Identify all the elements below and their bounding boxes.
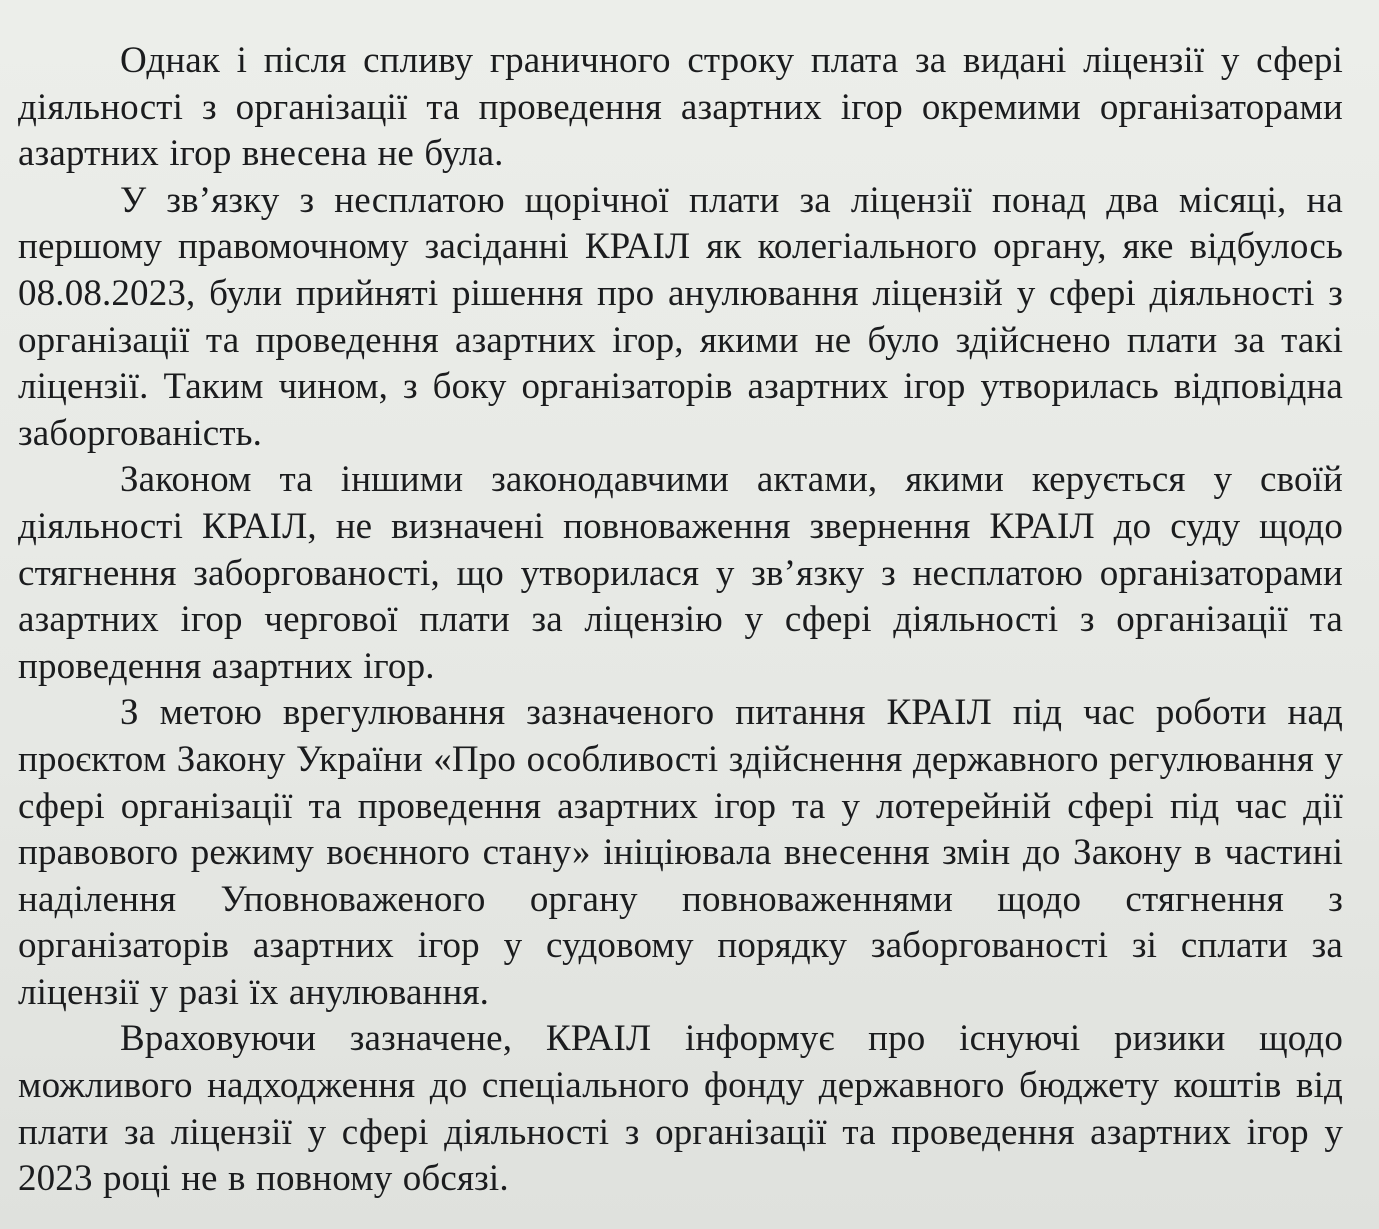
paragraph-unpaid-fees: Однак і після спливу граничного строку плата за видані ліцензії у сфері діяльності з організації та проведення азартних ігор окремими організаторами азартних ігор внесена не була. <box>18 40 1343 175</box>
paragraph-budget-risks: Враховуючи зазначене, КРАІЛ інформує про існуючі ризики щодо можливого надходження до спеціального фонду державного бюджету коштів від плати за ліцензії у сфері діяльності з організації та проведення азартних ігор у 2023 році не в повному обсязі. <box>18 1018 1343 1200</box>
paragraph-license-annulment: У зв’язку з несплатою щорічної плати за ліцензії понад два місяці, на першому правомочному засіданні КРАІЛ як колегіального органу, яке відбулось 08.08.2023, були прийняті рішення про анулювання ліцензій у сфері діяльності з організації та проведення азартних ігор, якими не було здійснено плати за такі ліцензії. Таким чином, з боку організаторів азартних ігор утворилась відповідна заборгованість. <box>18 179 1343 454</box>
paragraph-law-amendment: З метою врегулювання зазначеного питання КРАІЛ під час роботи над проєктом Закону України «Про особливості здійснення державного регулювання у сфері організації та проведення азартних ігор та у лотерейній сфері під час дії правового режиму воєнного стану» ініціювала внесення змін до Закону в частині наділення Уповноваженого органу повноваженнями щодо стягнення з організаторів азартних ігор у судовому порядку заборгованості зі сплати за ліцензії у разі їх анулювання. <box>18 692 1343 1013</box>
paragraph-court-powers: Законом та іншими законодавчими актами, якими керується у своїй діяльності КРАІЛ, не визначені повноваження звернення КРАІЛ до суду щодо стягнення заборгованості, що утворилася у зв’язку з несплатою організаторами азартних ігор чергової плати за ліцензію у сфері діяльності з організації та проведення азартних ігор. <box>18 459 1343 687</box>
